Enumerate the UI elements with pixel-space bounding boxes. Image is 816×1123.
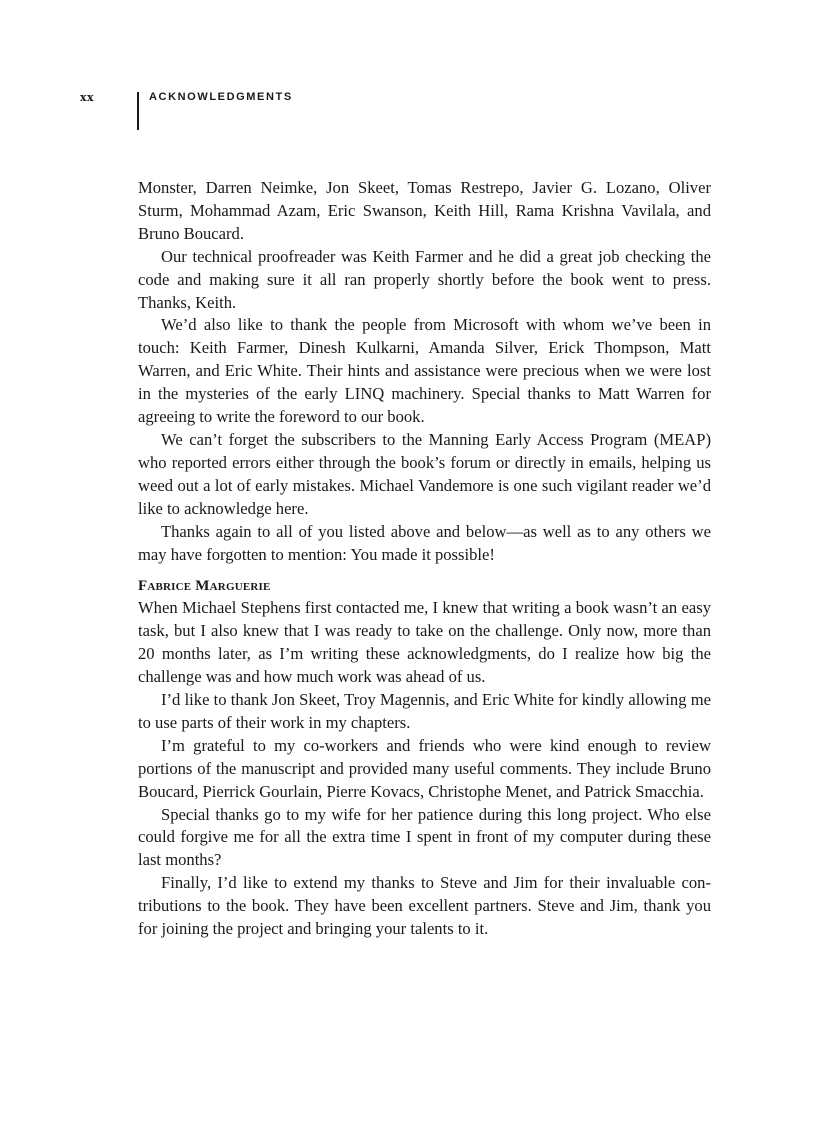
paragraph: Special thanks go to my wife for her patience during this long project. Who else could forgive me for all the extra time I spent in front of my computer during these last months? bbox=[138, 804, 711, 870]
paragraph: Thanks again to all of you listed above and below—as well as to any others we may have forgotten to mention: You made it possible! bbox=[138, 521, 711, 564]
paragraph: I’m grateful to my co-workers and friends who were kind enough to review portions of the manuscript and provided many useful comments. They include Bruno Boucard, Pierrick Gourlain, Pierre Kovacs, Christophe Menet, and Patrick Smacchia. bbox=[138, 735, 711, 801]
section-heading: Fabrice Marguerie bbox=[138, 578, 271, 595]
paragraph: We’d also like to thank the people from Microsoft with whom we’ve been in touch: Keith Farmer, Dinesh Kulkarni, Amanda Silver, Erick Thompson, Matt Warren, and Eric White. Their hints and assistance were precious when we were lost in the mysteries of the early LINQ machinery. Special thanks to Matt Warren for agreeing to write the foreword to our book. bbox=[138, 315, 711, 427]
page-number: xx bbox=[80, 91, 95, 104]
paragraph: I’d like to thank Jon Skeet, Troy Magennis, and Eric White for kindly allowing me to use parts of their work in my chapters. bbox=[138, 690, 711, 732]
body-text bbox=[138, 177, 711, 941]
paragraph: Monster, Darren Neimke, Jon Skeet, Tomas Restrepo, Javier G. Lozano, Oliver Sturm, Mohammad Azam, Eric Swanson, Keith Hill, Rama Krishna Vavilala, and Bruno Boucard. bbox=[138, 178, 711, 243]
paragraph: When Michael Stephens first contacted me, I knew that writing a book wasn’t an easy task, but I also knew that I was ready to take on the challenge. Only now, more than 20 months later, as I’m writing these acknowledgments, do I realize how big the challenge was and how much work was ahead of us. bbox=[138, 598, 711, 687]
header-rule bbox=[137, 92, 139, 130]
paragraph: We can’t forget the subscribers to the Manning Early Access Program (MEAP) who reported errors either through the book’s forum or directly in emails, helping us weed out a lot of early mistakes. Michael Vandemore is one such vigilant reader we’d like to acknowledge here. bbox=[138, 429, 711, 518]
paragraph: Our technical proofreader was Keith Farmer and he did a great job checking the code and making sure it all ran properly shortly before the book went to press. Thanks, Keith. bbox=[138, 246, 711, 312]
paragraph: Finally, I’d like to extend my thanks to Steve and Jim for their invaluable contributions to the book. They have been excellent partners. Steve and Jim, thank you for joining the project and bringing your talents to it. bbox=[138, 873, 711, 939]
running-head: ACKNOWLEDGMENTS bbox=[149, 91, 293, 103]
